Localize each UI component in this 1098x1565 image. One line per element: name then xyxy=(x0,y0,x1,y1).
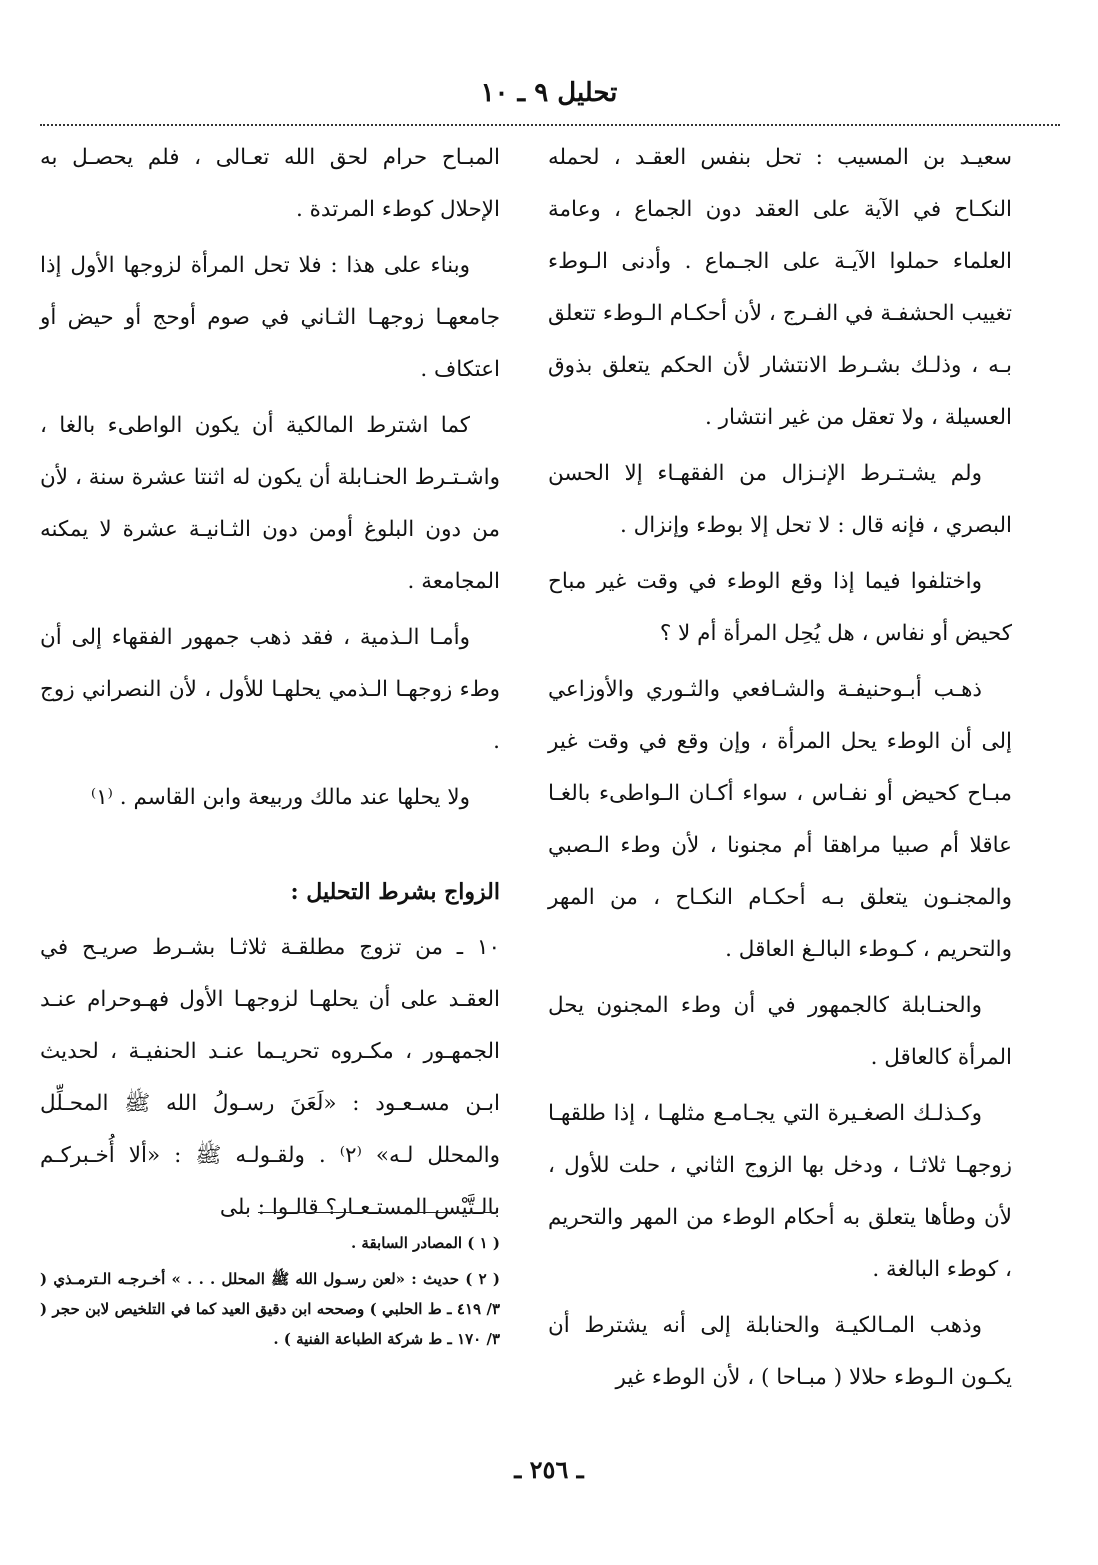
right-column xyxy=(548,132,1012,1408)
right-paragraph-1: سعيـد بن المسيب : تحل بنفس العقـد ، لحمله النكـاح في الآية على العقد دون الجماع ، وعامة العلماء حملوا الآيـة على الجـماع . وأدنى الـوطء تغييب الحشفـة في الفـرج ، لأن أحكـام الـوطء تتعلق بـه ، وذلـك بشـرط الانتشار لأن الحكم يتعلق بذوق العسيلة ، ولا تعقل من غير انتشار . xyxy=(548,145,1012,430)
left-paragraph-4: وأمـا الـذمية ، فقد ذهب جمهور الفقهاء إلى أن وطء زوجهـا الـذمي يحلهـا للأول ، لأن النصراني زوج . xyxy=(40,625,500,754)
section-paragraph: ١٠ ـ من تزوج مطلقـة ثلاثـا بشـرط صريـح في العقـد على أن يحلهـا لزوجهـا الأول فهـوحرام عنـد الجمهـور ، مكـروه تحريـما عنـد الحنفيـة ، لحديث ابـن مسـعـود : «لَعَنَ رسـولُ الله ﷺ المحـلِّل والمحلل لـه» ⁽٢⁾ . ولقـولـه ﷺ : «ألا أُخـبركـم بالـتَّيْس المستـعـار؟ قالـوا : بلى xyxy=(40,935,500,1220)
right-paragraph-5: والحنـابلة كالجمهور في أن وطء المجنون يحل المرأة كالعاقل . xyxy=(548,993,1012,1070)
left-column xyxy=(40,132,500,1220)
left-paragraph-2: وبناء على هذا : فلا تحل المرأة لزوجها الأول إذا جامعهـا زوجهـا الثـاني في صوم أوحج أو حيض أو اعتكاف . xyxy=(40,253,500,382)
section-heading: الزواج بشرط التحليل : xyxy=(290,879,500,905)
page-number: ـ ٢٥٦ ـ xyxy=(514,1455,584,1484)
left-paragraph-5: ولا يحلها عند مالك وربيعة وابن القاسم . ⁽١⁾ xyxy=(90,785,470,810)
right-paragraph-4: ذهـب أبـوحنيفـة والشـافعي والثـوري والأوزاعي إلى أن الوطء يحل المرأة ، وإن وقع في وقت غير مبـاح كحيض أو نفـاس ، سواء أكـان الـواطىء بالغـا عاقلا أم صبيا مراهقا أم مجنونا ، لأن وطء الـصبي والمجنـون يتعلق بـه أحكـام النكـاح ، من المهر والتحريم ، كـوطء البالـغ العاقل . xyxy=(548,677,1012,962)
footnote-2: ( ٢ ) حديث : «لعن رسـول الله ﷺ المحلل . . . » أخـرجـه الـترمـذي ( ٣/ ٤١٩ ـ ط الحلبي ) وصححه ابن دقيق العيد كما في التلخيص لابن حجر ( ٣/ ١٧٠ ـ ط شركة الطباعة الفنية ) . xyxy=(40,1270,501,1348)
right-paragraph-2: ولم يشـتـرط الإنـزال من الفقهـاء إلا الحسن البصري ، فإنه قال : لا تحل إلا بوطء وإنزال . xyxy=(548,461,1012,538)
footnote-divider xyxy=(258,1212,498,1213)
left-paragraph-1: المبـاح حرام لحق الله تعـالى ، فلم يحصـل به الإحلال كوطء المرتدة . xyxy=(40,145,500,222)
left-paragraph-3: كما اشترط المالكية أن يكون الواطىء بالغا ، واشـتـرط الحنـابلة أن يكون له اثنتا عشرة سنة ، لأن من دون البلوغ أومن دون الثـانيـة عشرة لا يمكنه المجامعة . xyxy=(40,413,500,594)
page-header-title: تحليل ٩ ـ ١٠ xyxy=(480,78,618,108)
footnote-1: ( ١ ) المصادر السابقة . xyxy=(350,1234,500,1252)
right-paragraph-3: واختلفوا فيما إذا وقع الوطء في وقت غير مباح كحيض أو نفاس ، هل يُحِل المرأة أم لا ؟ xyxy=(548,569,1012,646)
header-dotted-divider xyxy=(40,124,1060,126)
right-paragraph-7: وذهب المـالكيـة والحنابلة إلى أنه يشترط أن يكـون الـوطء حلالا ( مبـاحا ) ، لأن الوطء غير xyxy=(548,1313,1012,1390)
footnotes xyxy=(40,1228,500,1360)
right-paragraph-6: وكـذلـك الصغـيرة التي يجـامـع مثلهـا ، إذا طلقهـا زوجهـا ثلاثـا ، ودخل بها الزوج الثاني ، حلت للأول ، لأن وطأها يتعلق به أحكام الوطء من المهر والتحريم ، كوطء البالغة . xyxy=(548,1101,1012,1282)
